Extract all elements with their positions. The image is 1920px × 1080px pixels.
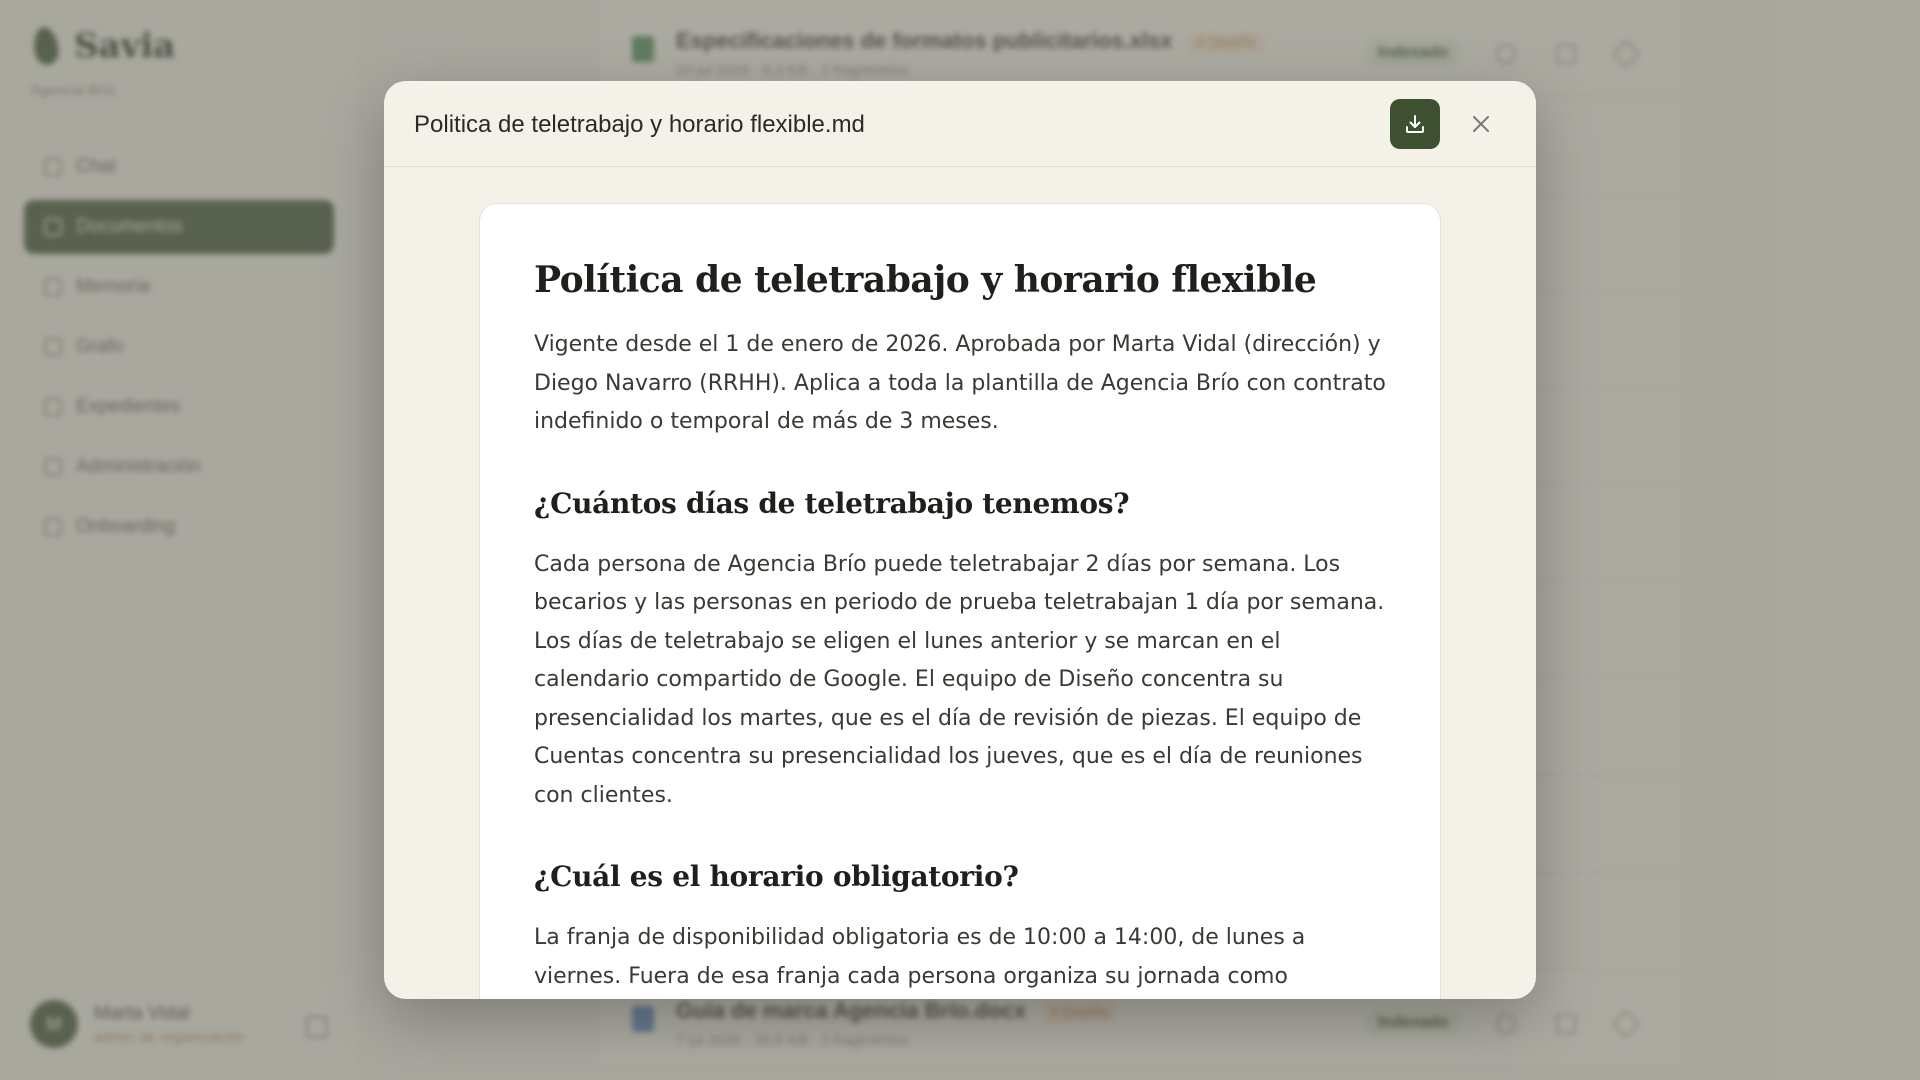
close-button[interactable]: [1462, 105, 1500, 143]
section-body: La franja de disponibilidad obligatoria es de 10:00 a 14:00, de lunes a viernes. Fuera de esa franja cada persona organiza su jornada como: [534, 925, 1306, 989]
modal-header: [384, 81, 1536, 167]
section-heading: ¿Cuántos días de teletrabajo tenemos?: [534, 486, 1130, 520]
section-heading: ¿Cuál es el horario obligatorio?: [534, 860, 1019, 893]
close-icon: [1471, 114, 1491, 134]
section-body: Cada persona de Agencia Brío puede teletrabajar 2 días por semana. Los becarios y las personas en periodo de prueba teletrabajan 1 día por semana. Los días de teletrabajo se eligen el lunes anterior y se marcan en el calendario compartido de Google. El equipo de Diseño concentra su presencialidad los martes, que es el día de revisión de piezas. El equipo de Cuentas concentra su presencialidad los jueves, que es el día de reuniones con clientes.: [534, 551, 1385, 808]
modal-title: Politica de teletrabajo y horario flexible.md: [414, 111, 865, 138]
document-preview-modal: [384, 81, 1536, 999]
download-icon: [1403, 112, 1427, 136]
document-title: Política de teletrabajo y horario flexible: [534, 259, 1317, 301]
download-button[interactable]: [1390, 99, 1440, 149]
document-intro: Vigente desde el 1 de enero de 2026. Aprobada por Marta Vidal (dirección) y Diego Navarro (RRHH). Aplica a toda la plantilla de Agencia Brío con contrato indefinido o temporal de más de 3 meses.: [534, 332, 1386, 434]
document-page: [479, 203, 1441, 999]
document-viewer[interactable]: [384, 167, 1536, 999]
